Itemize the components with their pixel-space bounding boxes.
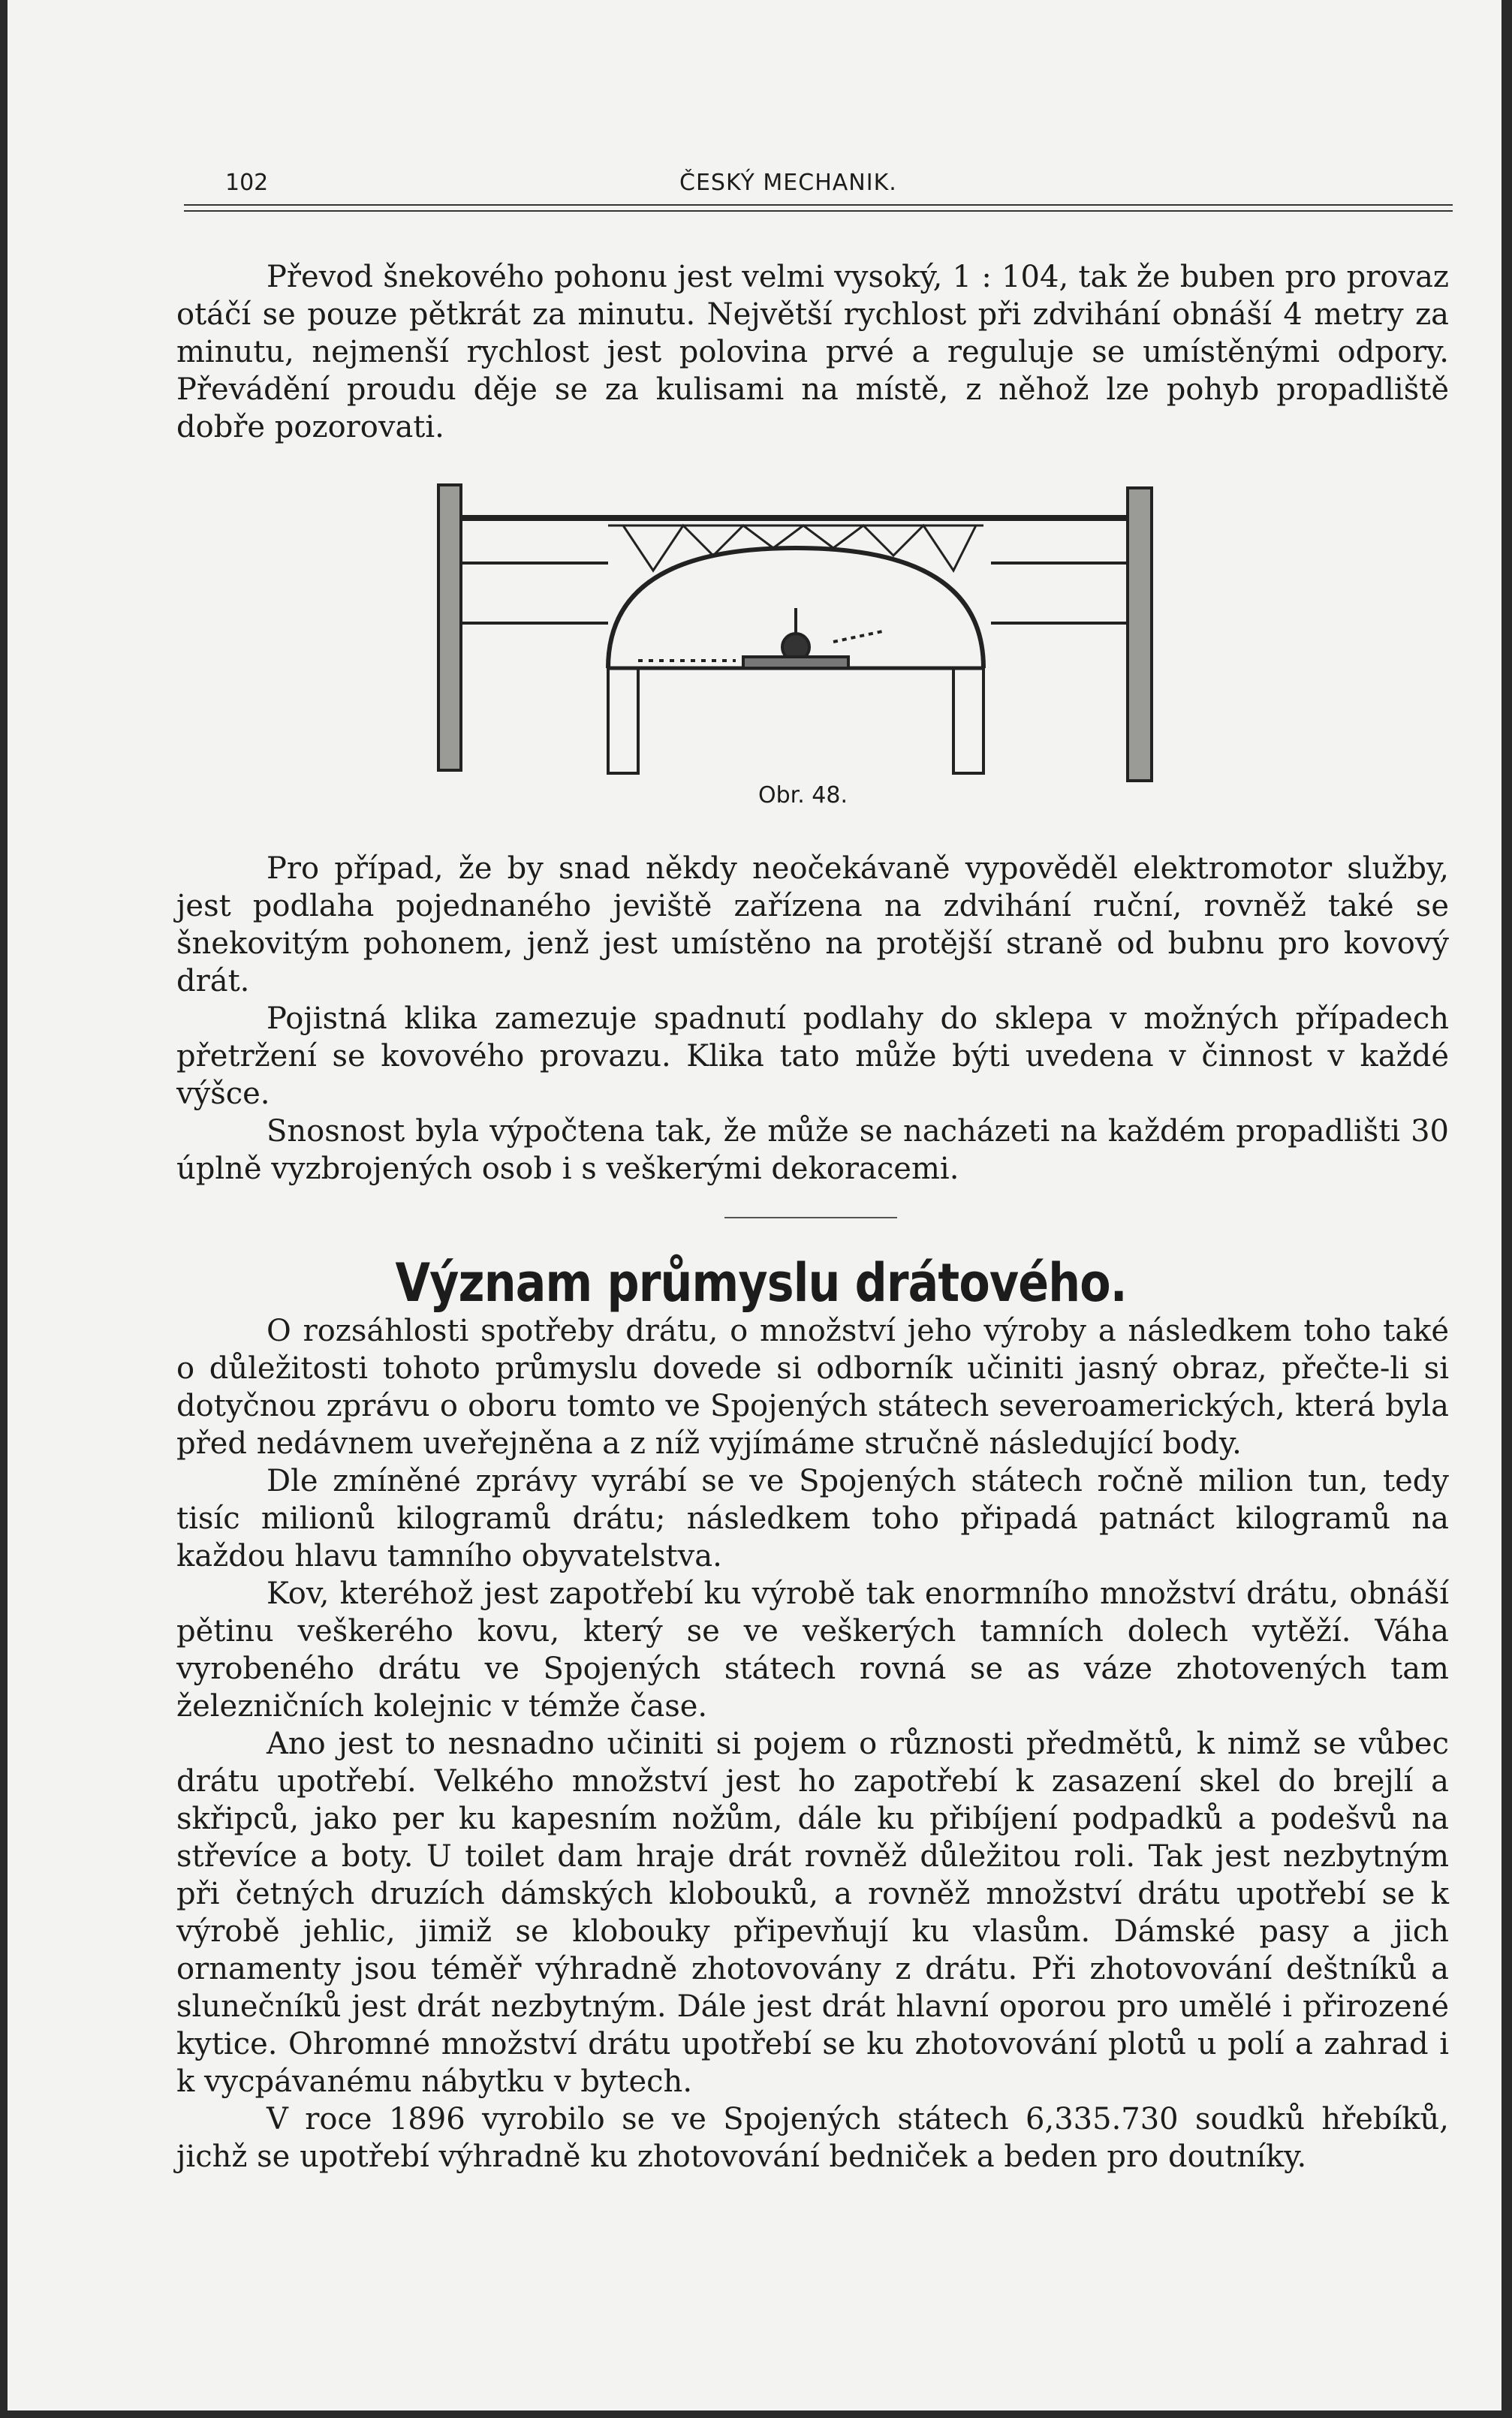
paragraph: Snosnost byla výpočtena tak, že může se nacházeti na každém propadlišti 30 úplně vyzbrojených osob i s veškerými dekoracemi. [176, 1114, 1449, 1186]
paragraph: Převod šnekového pohonu jest velmi vysoký, 1 : 104, tak že buben pro provaz otáčí se pouze pětkrát za minutu. Největší rychlost při zdvihání obnáší 4 metry za minutu, nejmenší rychlost jest polovina prvé a reguluje se umístěnými odpory. Převádění proudu děje se za kulisami na místě, z něhož lze pohyb propadliště dobře pozorovati. [176, 260, 1449, 444]
header-rule [184, 204, 1453, 206]
right-support [953, 668, 983, 773]
article-body [176, 1312, 1449, 2176]
paragraph: Kov, kteréhož jest zapotřebí ku výrobě tak enormního množství drátu, obnáší pětinu veškerého kovu, který se ve veškerých tamních dolech vytěží. Váha vyrobeného drátu ve Spojených státech rovná se as váze zhotovených tam železničních kolejnic v témže čase. [176, 1576, 1449, 1724]
header-rule-lower [184, 210, 1453, 212]
page-number: 102 [225, 170, 269, 196]
paragraph: Dle zmíněné zprávy vyrábí se ve Spojených státech ročně milion tun, tedy tisíc milionů kilogramů drátu; následkem toho připadá patnáct kilogramů na každou hlavu tamního obyvatelstva. [176, 1464, 1449, 1573]
figure-caption: Obr. 48. [758, 782, 848, 809]
figure-stage-mechanism [435, 480, 1164, 788]
left-column [438, 485, 461, 770]
page-header [176, 150, 1453, 195]
paragraph: Pro případ, že by snad někdy neočekávaně vypověděl elektromotor služby, jest podlaha pojednaného jeviště zařízena na zdvihání ruční, rovněž také se šnekovitým pohonem, jenž jest umístěno na protější straně od bubnu pro kovový drát. [176, 851, 1449, 998]
section-separator [724, 1217, 897, 1218]
paragraph: O rozsáhlosti spotřeby drátu, o množství jeho výroby a následkem toho také o důležitosti tohoto průmyslu dovede si odborník učiniti jasný obraz, přečte-li si dotyčnou zprávu o oboru tomto ve Spojených státech severoamerických, která byla před nedávnem uveřejněna a z níž vyjímáme stručně následující body. [176, 1314, 1449, 1461]
journal-title: ČESKÝ MECHANIK. [679, 170, 897, 196]
winch-base [743, 657, 848, 668]
intro-text [176, 258, 1449, 446]
paragraph: Ano jest to nesnadno učiniti si pojem o různosti předmětů, k nimž se vůbec drátu upotřebí. Velkého množství jest ho zapotřebí k zasazení skel do brejlí a skřipců, jako per ku kapesním nožům, dále ku přibíjení podpadků a podešvů na střevíce a boty. U toilet dam hraje drát rovněž důležitou roli. Tak jest nezbytným při četných druzích dámských klobouků, a rovněž množství drátu upotřebí se k výrobě jehlic, jimiž se klobouky připevňují ku vlasům. Dámské pasy a jich ornamenty jsou téměř výhradně zhotovovány z drátu. Při zhotovování deštníků a slunečníků jest drát nezbytným. Dále jest drát hlavní oporou pro umělé i přirozené kytice. Ohromné množství drátu upotřebí se ku zhotovování plotů u polí a zahrad i k vycpávanému nábytku v bytech. [176, 1727, 1449, 2099]
paragraph: Pojistná klika zamezuje spadnutí podlahy do sklepa v možných případech přetržení se kovového provazu. Klika tato může býti uvedena v činnost v každé výšce. [176, 1001, 1449, 1111]
right-column [1128, 488, 1152, 781]
left-support [608, 668, 638, 773]
article-heading: Význam průmyslu drátového. [395, 1252, 1127, 1314]
section-text [176, 850, 1449, 1188]
paragraph: V roce 1896 vyrobilo se ve Spojených státech 6,335.730 soudků hřebíků, jichž se upotřebí výhradně ku zhotovování bedniček a beden pro doutníky. [176, 2102, 1449, 2174]
